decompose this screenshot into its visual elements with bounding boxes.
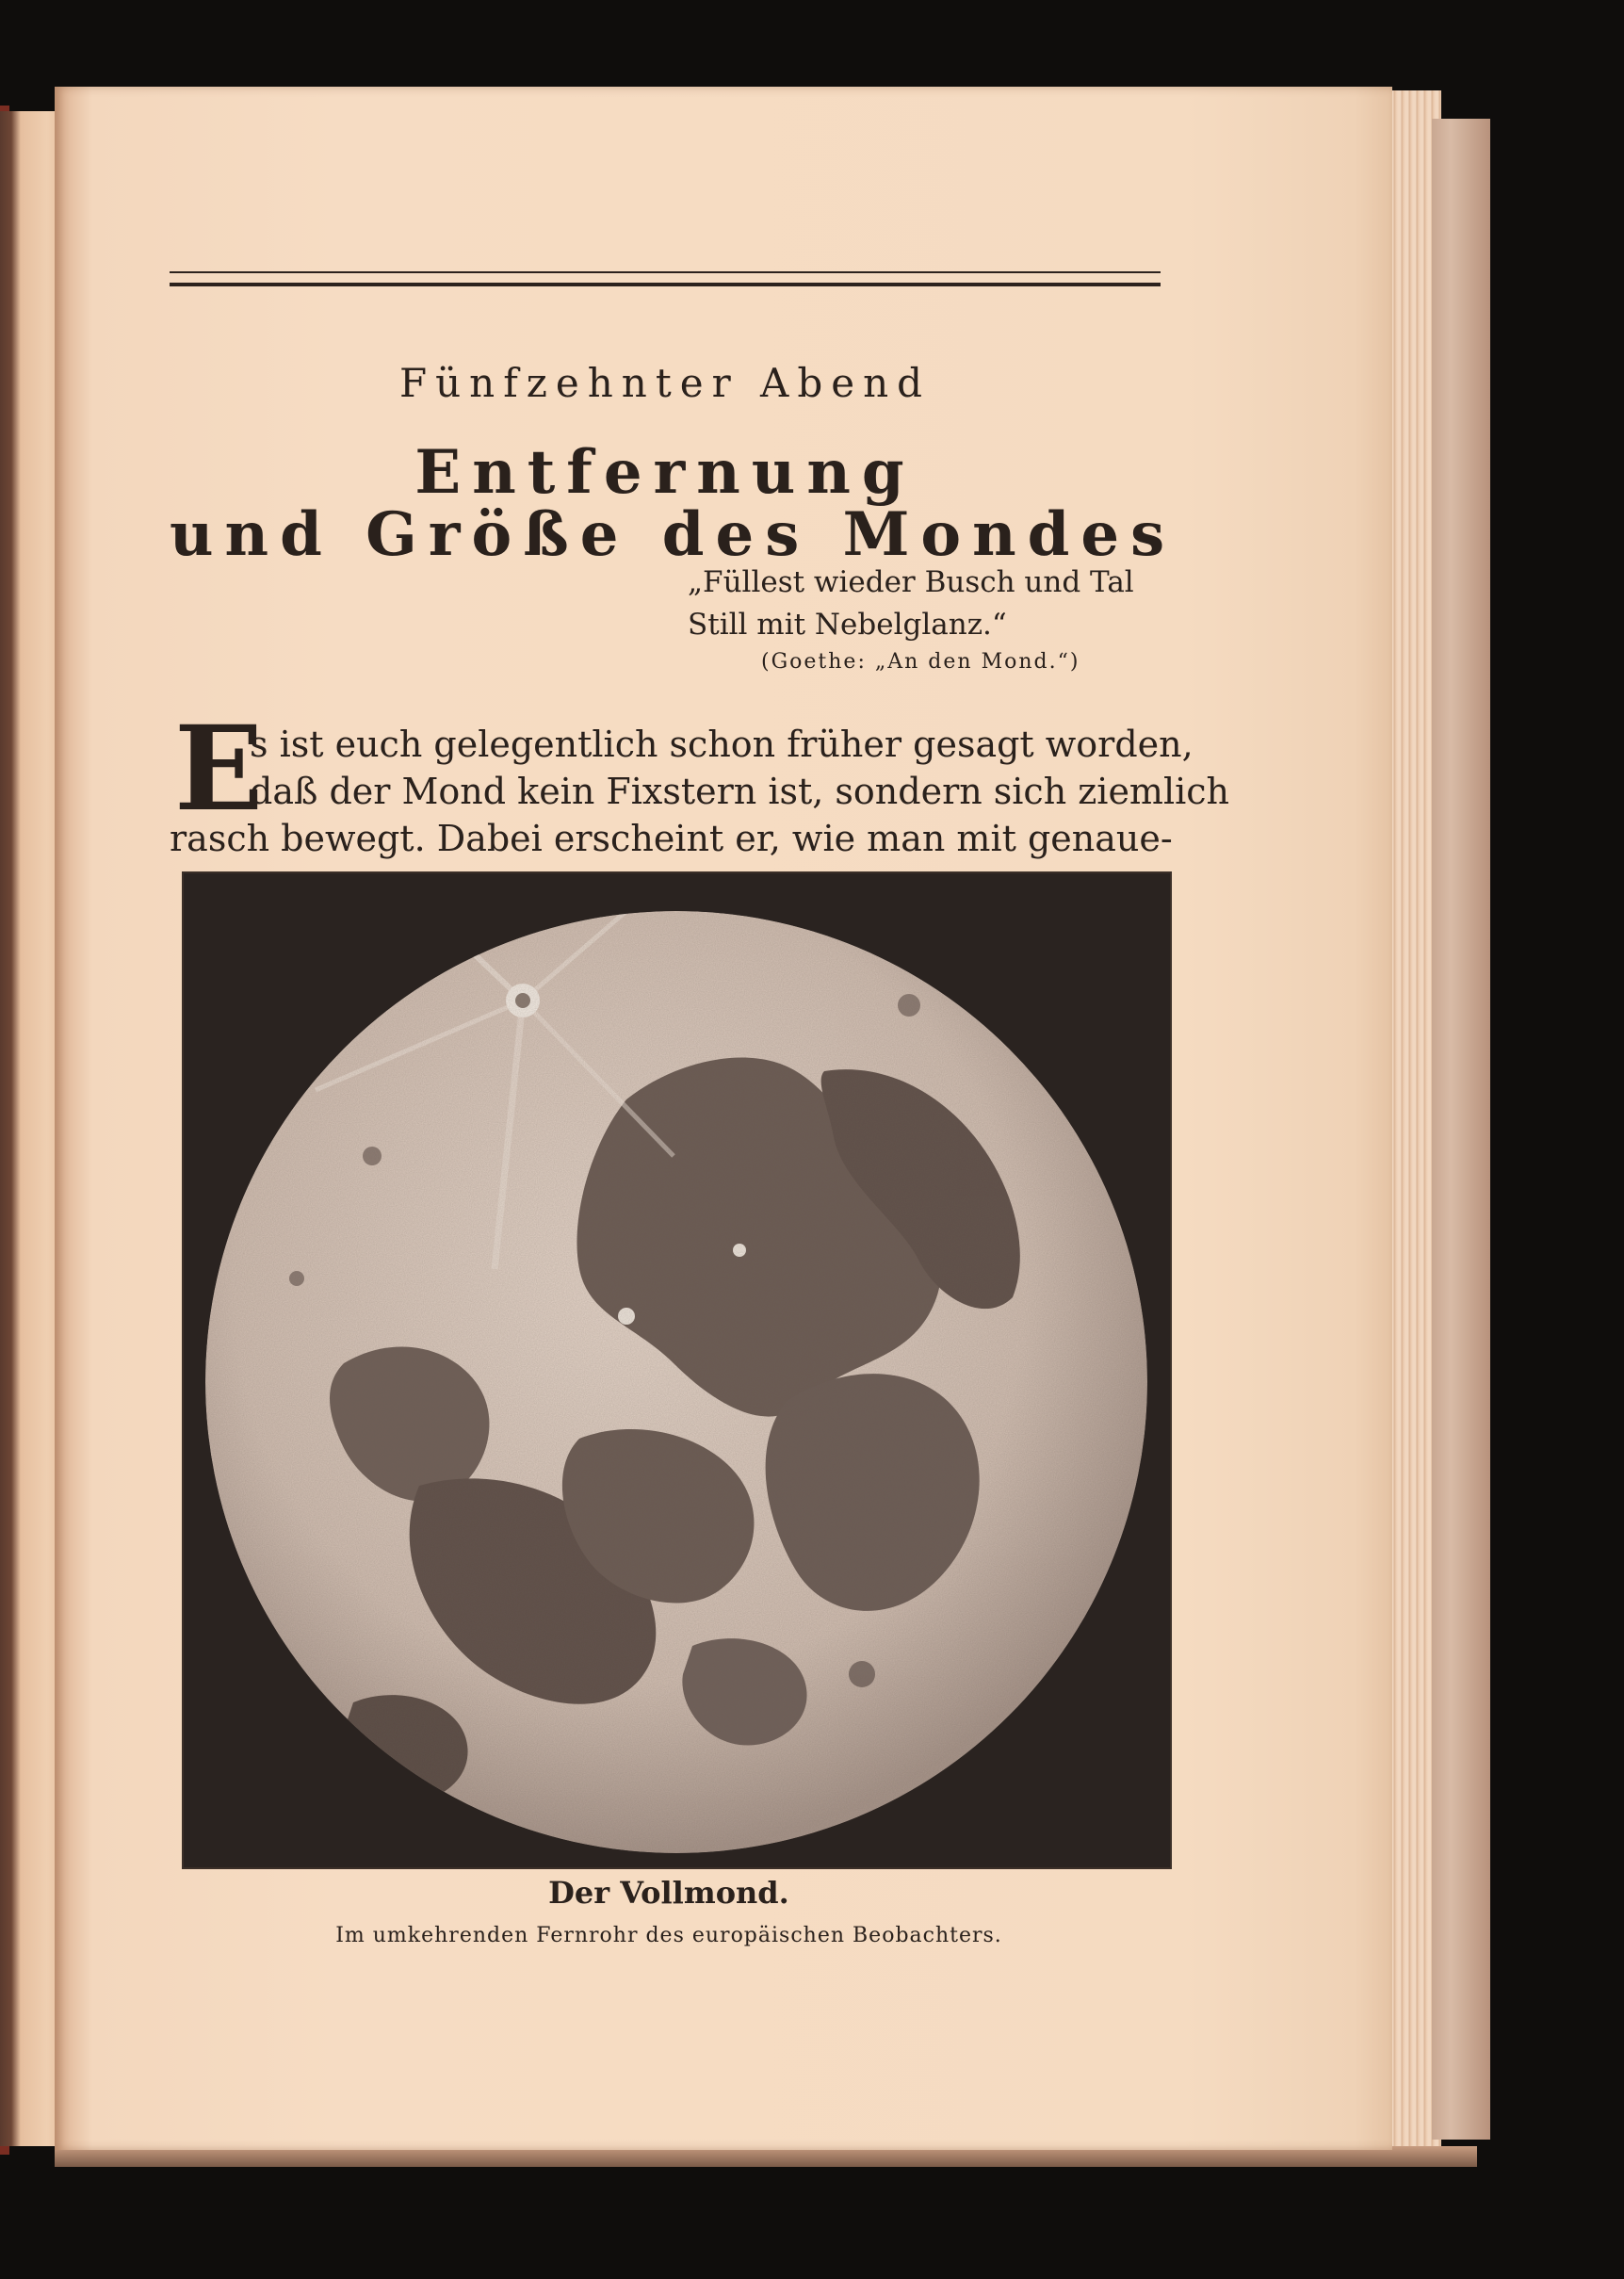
figure-caption-text: Im umkehrenden Fernrohr des europäischen Beobachters. xyxy=(335,1924,1002,1947)
header-double-rule xyxy=(170,271,1161,286)
body-text-line-3: rasch bewegt. Dabei erscheint er, wie man mit genaue- xyxy=(170,818,1173,859)
chapter-heading: Fünfzehnter Abend xyxy=(398,360,932,406)
right-cover-board xyxy=(1432,119,1490,2140)
body-text-line-2: daß der Mond kein Fixstern ist, sondern sich ziemlich xyxy=(250,771,1230,812)
figure-caption-title: Der Vollmond. xyxy=(548,1875,789,1911)
body-text-line-1: s ist euch gelegentlich schon früher gesagt worden, xyxy=(250,724,1194,765)
motto-line-2: Still mit Nebelglanz.“ xyxy=(688,608,1007,642)
chapter-title-line-2: und Größe des Mondes xyxy=(170,499,1177,570)
motto-line-1: „Füllest wieder Busch und Tal xyxy=(688,565,1134,599)
full-moon-plate xyxy=(182,871,1172,1869)
motto-attribution: (Goethe: „An den Mond.“) xyxy=(761,650,1080,674)
chapter-title-line-1: Entfernung xyxy=(414,437,916,508)
full-moon-image xyxy=(184,873,1170,1867)
drop-cap: E xyxy=(174,701,264,838)
